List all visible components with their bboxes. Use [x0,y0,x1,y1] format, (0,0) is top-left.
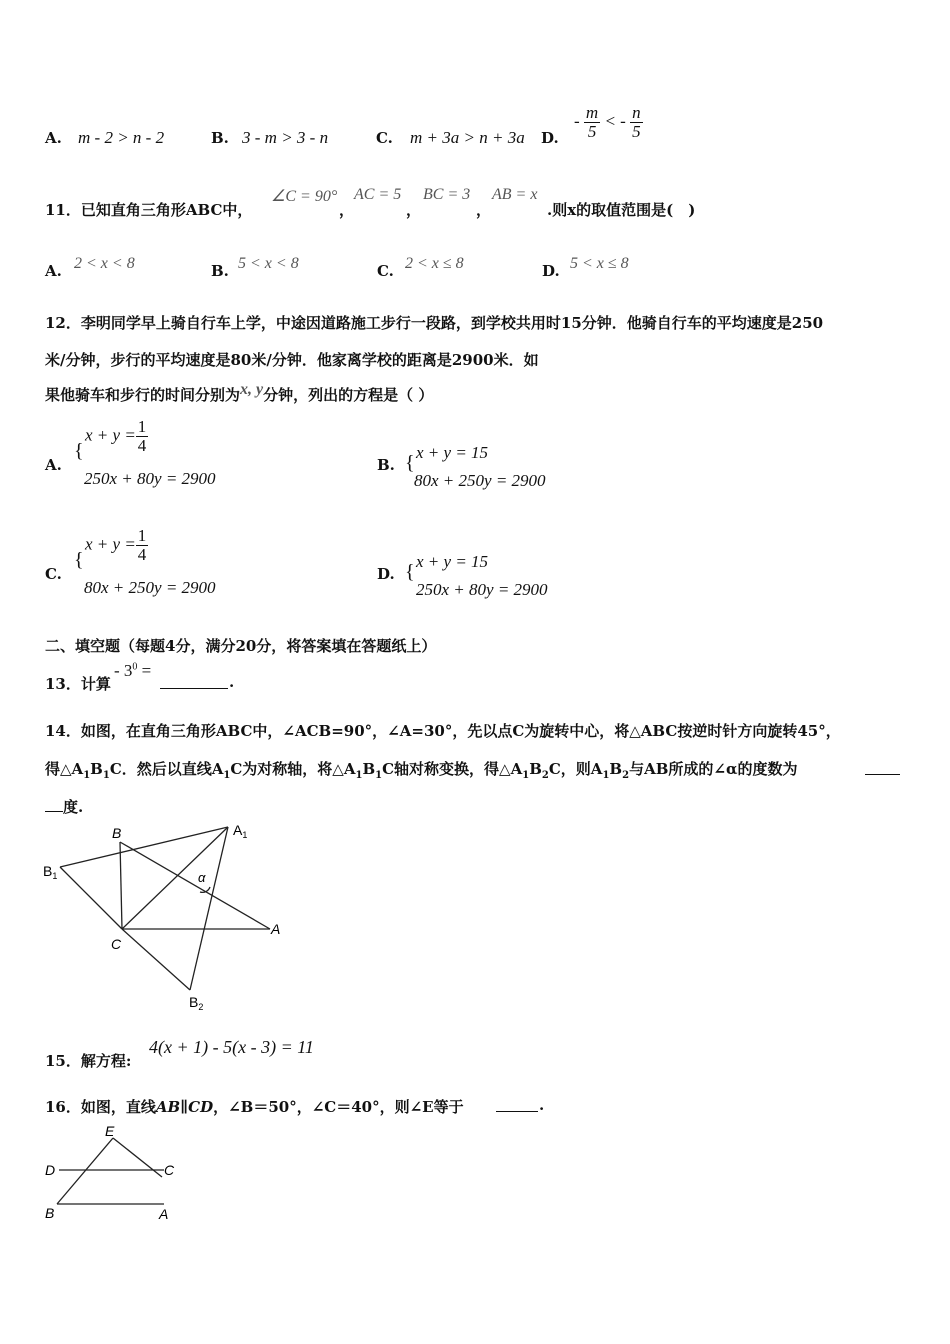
q15-equation: 4(x + 1) - 5(x - 3) = 11 [149,1037,314,1057]
q10-option-b-label: B. [211,129,229,147]
q14-sub: 1 [83,770,91,781]
q14-sub: 1 [375,770,383,781]
q14-line2-seg-a: 得△A [45,760,84,778]
q14-label-b2-letter: B [189,994,199,1010]
q12-option-d-eq1: x + y = 15 [416,552,489,571]
q14-label-a1 [233,822,247,840]
q12-option-c-label: C. [45,565,62,583]
q14-segment-ba [120,842,270,929]
q16-label-c: C [164,1162,175,1178]
q11-option-c-expr: 2 < x ≤ 8 [405,255,464,272]
q11-condition-ab: AB = x [492,186,538,203]
q12-option-c-eq2: 80x + 250y = 2900 [84,578,216,597]
q11-comma-1: ， [339,201,355,219]
q13-exponent: 0 [132,661,138,673]
q12-option-b-brace: { [405,452,415,474]
q14-sub: 1 [602,770,610,781]
q10-option-a-label: A. [45,129,62,147]
q13-answer-blank[interactable] [160,674,228,689]
q13-equals: = [137,661,152,680]
q14-sub: 1 [102,770,110,781]
q16-label-b: B [45,1205,55,1221]
q10-option-a-expr: m - 2 > n - 2 [78,128,165,147]
q10-option-d-label: D. [541,129,559,147]
q16-stem [45,1096,464,1117]
q12-option-b-label: B. [377,456,395,474]
q14-line2-seg-d: C为对称轴，将△A [230,760,356,778]
q14-line2-seg-c: C．然后以直线A [109,760,224,778]
q10-option-c-expr: m + 3a > n + 3a [410,128,525,147]
q16-label-d: D [45,1162,56,1178]
q12-option-c-eq1-num: 1 [137,526,147,545]
q16-stem-pre: 16．如图，直线 [45,1098,156,1116]
q12-stem-line-1: 12．李明同学早上骑自行车上学，中途因道路施工步行一段路，到学校共用时15分钟．他骑自行车的平均速度是250 [45,314,824,332]
q16-figure [40,1122,190,1227]
q14-line2-seg-g: B [529,760,542,778]
q13-expression [114,661,151,681]
q16-label-a: A [159,1206,169,1222]
q12-option-a-eq1 [85,418,148,455]
q13-period: . [229,673,235,691]
q12-stem-line-3-pre: 果他骑车和步行的时间分别为 [45,386,241,404]
q16-answer-blank[interactable] [496,1097,538,1112]
q14-line2-seg-j: 与AB所成的∠α的度数为 [629,760,798,778]
q12-option-a-eq1-left: x + y = [85,425,136,445]
q14-stem-line-1: 14．如图，在直角三角形ABC中，∠ACB=90°，∠A=30°，先以点C为旋转中心，将△ABC按逆时针方向旋转45°， [45,722,841,740]
q12-option-c-eq1-left: x + y = [85,534,136,554]
q14-answer-blank-part-1[interactable] [865,759,900,775]
q11-option-b-label: B. [211,262,229,280]
q12-option-a-brace: { [74,440,84,462]
q12-option-a-eq2: 250x + 80y = 2900 [84,469,216,488]
q11-condition-bc: BC = 3 [423,186,471,203]
q12-option-a-eq1-den: 4 [137,436,147,455]
q14-segment-bc [120,842,122,929]
q12-option-a-label: A. [45,456,62,474]
q11-option-b-expr: 5 < x < 8 [238,255,299,272]
q12-option-a-eq1-fraction [136,418,149,455]
q14-sub: 2 [541,770,549,781]
q14-label-a1-sub: 1 [242,830,248,840]
q12-option-b-eq2: 80x + 250y = 2900 [414,471,546,490]
q16-period: . [539,1096,545,1114]
q10-d-den-1: 5 [587,122,597,141]
q14-figure [40,818,300,1013]
q16-segment-be [57,1138,113,1204]
q14-line2-seg-e: B [362,760,376,778]
q12-option-c-eq1-den: 4 [137,545,147,564]
q12-option-a-eq1-num: 1 [137,417,147,436]
q11-comma-2: ， [406,201,422,219]
q14-segment-a1b2 [190,827,228,990]
q15-stem: 15．解方程: [45,1052,132,1070]
q10-option-b-expr: 3 - m > 3 - n [242,128,329,147]
q11-option-a-expr: 2 < x < 8 [74,255,135,272]
q12-option-c-eq1 [85,527,148,564]
q14-line2-seg-b: B [90,760,103,778]
q11-option-a-label: A. [45,262,62,280]
q12-option-b-eq1: x + y = 15 [416,443,489,462]
q14-segment-b1a1 [60,827,228,867]
q10-d-operator: < - [604,111,626,131]
q14-label-a1-letter: A [233,822,243,838]
q14-label-b1 [43,863,57,881]
q11-condition-angle: ∠C = 90° [271,188,338,205]
q14-label-b1-letter: B [43,863,53,879]
q14-line2-seg-i: B [609,760,623,778]
q14-label-alpha: α [198,870,206,885]
q14-sub: 2 [622,770,630,781]
q14-label-b2 [189,994,203,1012]
q14-label-c: C [111,936,122,952]
q14-segment-cb2 [122,929,190,990]
q16-parallel-lines: AB∥CD [155,1098,214,1116]
q12-stem-line-2: 米/分钟，步行的平均速度是80米/分钟．他家离学校的距离是2900米．如 [45,351,539,369]
q10-d-fraction-2 [630,104,643,141]
q14-label-b1-sub: 1 [52,871,58,881]
q12-stem-line-3 [45,381,434,405]
q16-label-e: E [105,1123,115,1139]
q12-option-d-eq2: 250x + 80y = 2900 [416,580,548,599]
q14-label-b2-sub: 2 [198,1002,204,1012]
q14-label-a: A [271,921,281,937]
q13-base: - 3 [114,661,133,680]
q12-option-c-brace: { [74,549,84,571]
q10-d-num-2: n [632,103,641,122]
q14-sub: 1 [355,770,363,781]
q14-line2-seg-h: C，则A [548,760,603,778]
q14-degree-label: 度. [63,798,84,816]
q14-sub: 1 [223,770,231,781]
q10-option-c-label: C. [376,129,393,147]
q13-stem: 13．计算 [45,675,111,693]
q12-stem-vars: x, y [240,381,264,398]
q14-stem-line-2 [45,758,798,781]
q12-option-d-label: D. [377,565,395,583]
q14-line2-seg-f: C轴对称变换，得△A [382,760,523,778]
q14-label-b: B [112,825,122,841]
q11-stem [45,199,252,220]
q14-segment-b1c [60,867,122,929]
q16-segment-ec [113,1138,162,1177]
q11-comma-3: ， [476,201,492,219]
q10-d-num-1: m [585,103,599,122]
q10-d-den-2: 5 [632,122,641,141]
q11-condition-ac: AC = 5 [354,186,402,203]
q12-stem-line-3-post: 分钟，列出的方程是（ ） [263,386,434,404]
q12-option-c-eq1-fraction [136,527,149,564]
q14-sub: 1 [522,770,530,781]
q10-option-d-expr [574,104,643,141]
q16-stem-mid: ，∠B＝50°，∠C＝40°，则∠E等于 [213,1098,464,1116]
q12-option-d-brace: { [405,561,415,583]
q14-answer-blank-part-2[interactable] [45,796,63,812]
q10-d-fraction-1 [584,104,600,141]
q11-stem-post: .则x的取值范围是( ) [547,201,696,219]
q14-segment-ca1 [122,827,228,929]
q11-stem-pre: 11．已知直角三角形ABC中， [45,201,253,219]
q11-option-d-expr: 5 < x ≤ 8 [570,255,629,272]
section-2-title: 二、填空题（每题4分，满分20分，将答案填在答题纸上） [45,637,437,655]
q11-option-c-label: C. [377,262,394,280]
q10-d-minus: - [574,111,580,131]
q11-option-d-label: D. [542,262,560,280]
